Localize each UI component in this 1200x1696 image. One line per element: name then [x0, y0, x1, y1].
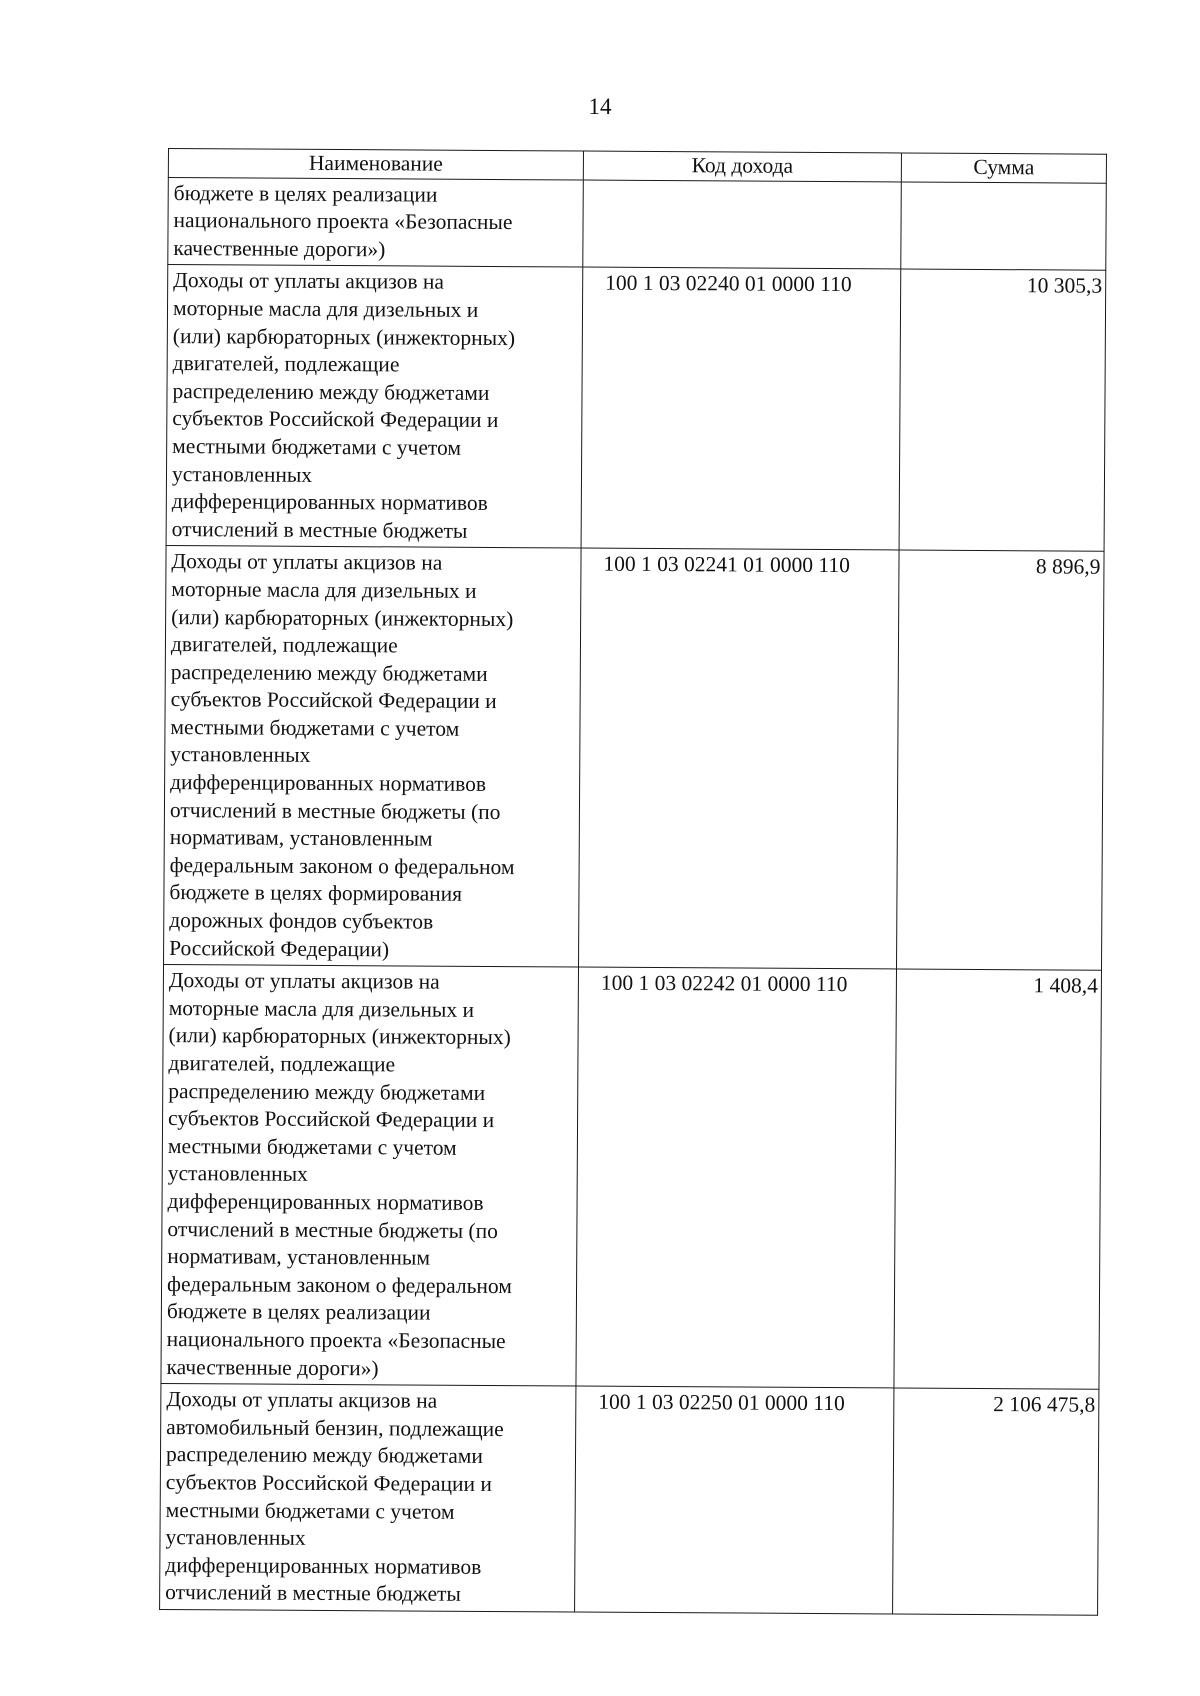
row-name-line: распределению между бюджетами — [172, 378, 490, 405]
row-name-line: автомобильный бензин, подлежащие — [166, 1414, 504, 1441]
row-name-line: местными бюджетами с учетом — [172, 433, 462, 460]
row-name-cell — [166, 265, 583, 548]
header-sum: Сумма — [901, 153, 1106, 183]
row-name-line: субъектов Российской Федерации и — [165, 1469, 493, 1496]
row-name-line: дорожных фондов субъектов — [169, 908, 434, 934]
table-row — [168, 177, 1107, 271]
row-sum-cell: 1 408,4 — [894, 969, 1102, 1389]
row-name-line: установленных — [167, 1161, 308, 1187]
row-sum-cell — [901, 182, 1107, 271]
row-name-line: отчислений в местные бюджеты (по — [167, 1216, 498, 1243]
row-name-line: отчислений в местные бюджеты — [171, 516, 468, 543]
row-name-line: установленных — [165, 1525, 306, 1550]
row-name-line: качественные дороги») — [166, 1354, 379, 1380]
row-code-cell: 100 1 03 02242 01 0000 110 — [576, 967, 897, 1388]
row-name-line: Доходы от уплаты акцизов на — [168, 968, 440, 994]
row-name-line: бюджете в целях формирования — [169, 880, 463, 907]
row-name-line: субъектов Российской Федерации и — [168, 1106, 495, 1133]
row-name-line: качественные дороги») — [173, 235, 386, 262]
row-code-cell: 100 1 03 02241 01 0000 110 — [579, 548, 900, 969]
revenue-table — [159, 148, 1107, 1616]
row-name-line: двигателей, подлежащие — [170, 632, 398, 658]
row-sum-cell: 2 106 475,8 — [893, 1388, 1099, 1615]
row-name-line: (или) карбюраторных (инжекторных) — [172, 323, 516, 350]
row-name-line: установленных — [170, 742, 311, 768]
row-name-line: местными бюджетами с учетом — [170, 714, 460, 741]
row-name-line: Доходы от уплаты акцизов на — [166, 1387, 438, 1413]
row-sum-cell: 10 305,3 — [899, 269, 1106, 551]
row-name-line: установленных — [171, 461, 313, 487]
row-code-cell — [583, 180, 902, 270]
row-name-line: (или) карбюраторных (инжекторных) — [171, 604, 514, 631]
row-name-line: нормативам, установленным — [169, 825, 433, 851]
row-name-line: национального проекта «Безопасные — [173, 208, 513, 235]
page-number: 14 — [588, 94, 612, 119]
row-name-line: местными бюджетами с учетом — [165, 1497, 455, 1524]
row-name-cell — [168, 177, 584, 267]
row-name-line: федеральным законом о федеральном — [166, 1271, 512, 1298]
table-row — [160, 1384, 1099, 1615]
row-name-line: дифференцированных нормативов — [171, 489, 488, 516]
row-name-line: двигателей, подлежащие — [168, 1051, 396, 1077]
row-name-line: дифференцированных нормативов — [170, 770, 487, 797]
row-name-line: моторные масла для дизельных и — [172, 296, 479, 322]
row-name-line: двигателей, подлежащие — [172, 351, 400, 377]
row-name-line: распределению между бюджетами — [168, 1078, 486, 1105]
row-name-line: отчислений в местные бюджеты — [165, 1580, 461, 1607]
table-row — [161, 965, 1102, 1390]
row-name-line: Доходы от уплаты акцизов на — [171, 549, 443, 575]
row-name-line: национального проекта «Безопасные — [166, 1326, 506, 1354]
row-name-line: дифференцированных нормативов — [167, 1188, 484, 1215]
table-row — [164, 546, 1105, 971]
row-code-cell: 100 1 03 02250 01 0000 110 — [575, 1386, 894, 1614]
row-name-cell — [164, 546, 582, 967]
row-name-line: местными бюджетами с учетом — [167, 1133, 457, 1160]
row-name-line: субъектов Российской Федерации и — [172, 406, 499, 433]
row-sum-cell: 8 896,9 — [896, 550, 1104, 970]
row-name-line: нормативам, установленным — [167, 1244, 431, 1270]
row-name-line: бюджете в целях реализации — [166, 1299, 431, 1325]
row-name-line: бюджете в целях реализации — [173, 180, 438, 207]
row-name-line: моторные масла для дизельных и — [171, 576, 477, 603]
row-code-cell: 100 1 03 02240 01 0000 110 — [581, 267, 901, 550]
table-row — [166, 265, 1106, 552]
row-name-cell — [160, 1384, 576, 1612]
row-name-line: субъектов Российской Федерации и — [170, 687, 497, 714]
row-name-line: дифференцированных нормативов — [165, 1552, 482, 1579]
table-body — [160, 177, 1107, 1615]
row-name-line: распределению между бюджетами — [165, 1442, 483, 1469]
row-name-line: распределению между бюджетами — [170, 659, 488, 686]
row-name-line: Российской Федерации) — [169, 935, 390, 961]
row-name-cell — [161, 965, 579, 1386]
header-code: Код дохода — [583, 151, 901, 182]
header-name: Наименование — [168, 149, 583, 180]
row-name-line: отчислений в местные бюджеты (по — [169, 797, 501, 824]
row-name-line: федеральным законом о федеральном — [169, 852, 515, 879]
row-name-line: Доходы от уплаты акцизов на — [173, 268, 445, 295]
row-name-line: (или) карбюраторных (инжекторных) — [168, 1023, 511, 1050]
row-name-line: моторные масла для дизельных и — [168, 995, 475, 1022]
